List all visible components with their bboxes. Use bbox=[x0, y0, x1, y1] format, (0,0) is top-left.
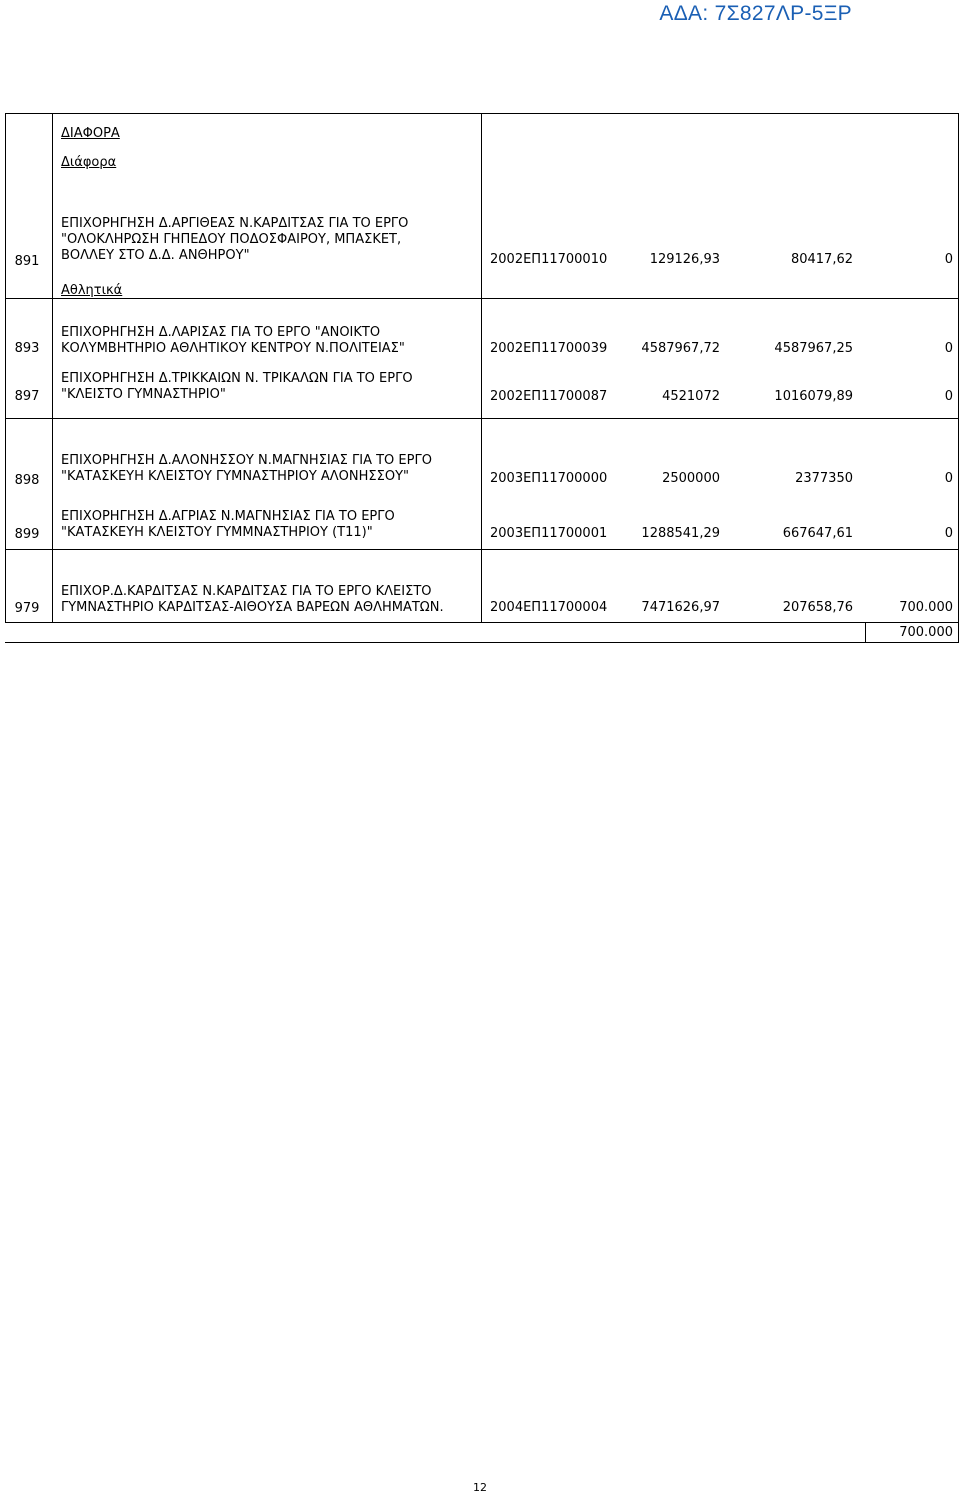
row-kae: 2002ΕΠ11700087 bbox=[490, 389, 608, 404]
row-value-3: 0 bbox=[944, 252, 953, 267]
row-kae: 2003ΕΠ11700001 bbox=[490, 526, 608, 541]
row-value-3: 700.000 bbox=[899, 600, 953, 615]
row-value-3: 0 bbox=[944, 471, 953, 486]
row-value-2: 1016079,89 bbox=[774, 389, 853, 404]
row-value-2: 80417,62 bbox=[790, 252, 853, 267]
table-row-893-897 bbox=[5, 299, 959, 419]
row-value-1: 4587967,72 bbox=[641, 341, 720, 356]
row-description: ΕΠΙΧΟΡΗΓΗΣΗ Δ.ΛΑΡΙΣΑΣ ΓΙΑ ΤΟ ΕΡΓΟ "ΑΝΟΙΚΤΟ ΚΟΛΥΜΒΗΤΗΡΙΟ ΑΘΛΗΤΙΚΟΥ ΚΕΝΤΡΟΥ Ν.ΠΟΛΙΤΕΙΑΣ" bbox=[61, 325, 405, 356]
row-description: ΕΠΙΧΟΡ.Δ.ΚΑΡΔΙΤΣΑΣ Ν.ΚΑΡΔΙΤΣΑΣ ΓΙΑ ΤΟ ΕΡΓΟ ΚΛΕΙΣΤΟ ΓΥΜΝΑΣΤΗΡΙΟ ΚΑΡΔΙΤΣΑΣ-ΑΙΘΟΥΣΑ ΒΑΡΕΩΝ ΑΘΛΗΜΑΤΩΝ. bbox=[61, 584, 444, 615]
table-row-total bbox=[5, 623, 959, 643]
row-value-2: 207658,76 bbox=[782, 600, 853, 615]
subcategory-diafora: Διάφορα bbox=[61, 155, 117, 170]
row-value-3: 0 bbox=[944, 341, 953, 356]
row-value-2: 667647,61 bbox=[782, 526, 853, 541]
row-description: ΕΠΙΧΟΡΗΓΗΣΗ Δ.ΑΓΡΙΑΣ Ν.ΜΑΓΝΗΣΙΑΣ ΓΙΑ ΤΟ ΕΡΓΟ "ΚΑΤΑΣΚΕΥΗ ΚΛΕΙΣΤΟΥ ΓΥΜΜΝΑΣΤΗΡΙΟΥ (Τ11)" bbox=[61, 509, 395, 540]
row-value-1: 129126,93 bbox=[649, 252, 720, 267]
row-value-3: 0 bbox=[944, 526, 953, 541]
table-row-898-899 bbox=[5, 419, 959, 550]
row-code: 891 bbox=[14, 254, 40, 269]
row-value-3: 0 bbox=[944, 389, 953, 404]
row-code: 899 bbox=[14, 527, 40, 542]
row-kae: 2002ΕΠ11700010 bbox=[490, 252, 608, 267]
page-number: 12 bbox=[473, 1481, 487, 1494]
table-row-979 bbox=[5, 550, 959, 623]
row-description: ΕΠΙΧΟΡΗΓΗΣΗ Δ.ΑΡΓΙΘΕΑΣ Ν.ΚΑΡΔΙΤΣΑΣ ΓΙΑ ΤΟ ΕΡΓΟ "ΟΛΟΚΛΗΡΩΣΗ ΓΗΠΕΔΟΥ ΠΟΔΟΣΦΑΙΡΟΥ, ΜΠΑΣΚΕΤ, ΒΟΛΛΕΥ ΣΤΟ Δ.Δ. ΑΝΘΗΡΟΥ" bbox=[61, 216, 409, 263]
row-description: ΕΠΙΧΟΡΗΓΗΣΗ Δ.ΑΛΟΝΗΣΣΟΥ Ν.ΜΑΓΝΗΣΙΑΣ ΓΙΑ ΤΟ ΕΡΓΟ "ΚΑΤΑΣΚΕΥΗ ΚΛΕΙΣΤΟΥ ΓΥΜΝΑΣΤΗΡΙΟΥ ΑΛΟΝΗΣΣΟΥ" bbox=[61, 453, 432, 484]
row-value-1: 7471626,97 bbox=[641, 600, 720, 615]
row-code: 979 bbox=[14, 601, 40, 616]
row-description: ΕΠΙΧΟΡΗΓΗΣΗ Δ.ΤΡΙΚΚΑΙΩΝ Ν. ΤΡΙΚΑΛΩΝ ΓΙΑ ΤΟ ΕΡΓΟ "ΚΛΕΙΣΤΟ ΓΥΜΝΑΣΤΗΡΙΟ" bbox=[61, 371, 413, 402]
row-value-1: 2500000 bbox=[662, 471, 720, 486]
row-code: 897 bbox=[14, 389, 40, 404]
ada-header: ΑΔΑ: 7Σ827ΛΡ-5ΞΡ bbox=[659, 2, 852, 25]
subcategory-athletics: Αθλητικά bbox=[61, 283, 123, 298]
budget-table bbox=[5, 113, 959, 643]
row-value-2: 2377350 bbox=[795, 471, 853, 486]
row-kae: 2004ΕΠ11700004 bbox=[490, 600, 608, 615]
table-row-891 bbox=[5, 113, 959, 299]
row-value-2: 4587967,25 bbox=[774, 341, 853, 356]
total-value: 700.000 bbox=[899, 625, 953, 640]
category-diafora: ΔΙΑΦΟΡΑ bbox=[61, 126, 120, 141]
row-value-1: 4521072 bbox=[662, 389, 720, 404]
row-code: 893 bbox=[14, 341, 40, 356]
row-value-1: 1288541,29 bbox=[641, 526, 720, 541]
row-kae: 2002ΕΠ11700039 bbox=[490, 341, 608, 356]
row-kae: 2003ΕΠ11700000 bbox=[490, 471, 608, 486]
row-code: 898 bbox=[14, 473, 40, 488]
